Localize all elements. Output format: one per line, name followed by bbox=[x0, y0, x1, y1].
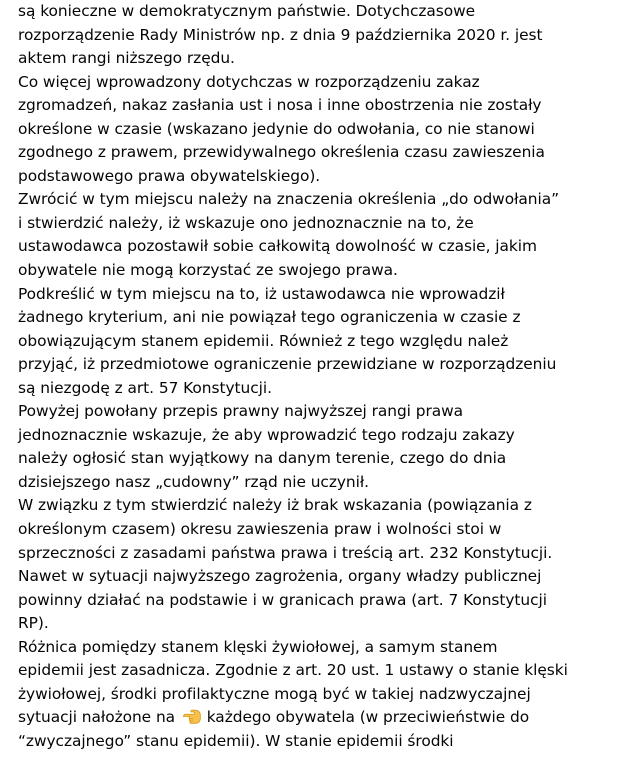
post-line: Różnica pomiędzy stanem klęski żywiołowej, a samym stanem bbox=[18, 637, 498, 656]
post-line-with-emoji bbox=[18, 706, 614, 730]
post-line: rozporządzenie Rady Ministrów np. z dnia 9 października 2020 r. jest bbox=[18, 25, 543, 44]
post-line: epidemii jest zasadnicza. Zgodnie z art. 20 ust. 1 ustawy o stanie klęski bbox=[18, 661, 568, 680]
post-line: należy ogłosić stan wyjątkowy na danym terenie, czego do dnia bbox=[18, 449, 507, 468]
post-line: Co więcej wprowadzony dotychczas w rozporządzeniu zakaz bbox=[18, 72, 480, 91]
post-line: obowiązującym stanem epidemii. Również z tego względu należ bbox=[18, 331, 509, 350]
post-line: “zwyczajnego” stanu epidemii). W stanie epidemii środki bbox=[18, 731, 454, 750]
post-line: żywiołowej, środki profilaktyczne mogą być w takiej nadzwyczajnej bbox=[18, 684, 531, 703]
post-text bbox=[18, 0, 614, 754]
post-line: zgromadzeń, nakaz zasłania ust i nosa i inne obostrzenia nie zostały bbox=[18, 96, 542, 115]
post-line-before-emoji: sytuacji nałożone na bbox=[18, 708, 180, 727]
post-line: RP). bbox=[18, 614, 49, 633]
post-line: sprzeczności z zasadami państwa prawa i treścią art. 232 Konstytucji. bbox=[18, 543, 553, 562]
post-line: Nawet w sytuacji najwyższego zagrożenia, organy władzy publicznej bbox=[18, 567, 542, 586]
post-line-after-emoji: każdego obywatela (w przeciwieństwie do bbox=[201, 708, 530, 727]
post-line: Zwrócić w tym miejscu należy na znaczenia określenia „do odwołania” bbox=[18, 190, 560, 209]
post-line: Powyżej powołany przepis prawny najwyższej rangi prawa bbox=[18, 402, 464, 421]
post-line: są konieczne w demokratycznym państwie. Dotychczasowe bbox=[18, 2, 476, 20]
post-line: żadnego kryterium, ani nie powiązał tego ograniczenia w czasie z bbox=[18, 308, 521, 327]
post-line: obywatele nie mogą korzystać ze swojego prawa. bbox=[18, 261, 398, 280]
post-line: aktem rangi niższego rzędu. bbox=[18, 49, 235, 68]
post-line: Podkreślić w tym miejscu na to, iż ustawodawca nie wprowadził bbox=[18, 284, 505, 303]
post-line: przyjąć, iż przedmiotowe ograniczenie przewidziane w rozporządzeniu bbox=[18, 355, 557, 374]
post-line: określone w czasie (wskazano jedynie do odwołania, co nie stanowi bbox=[18, 119, 535, 138]
post-line: powinny działać na podstawie i w granicach prawa (art. 7 Konstytucji bbox=[18, 590, 547, 609]
post-line: określonym czasem) okresu zawieszenia praw i wolności stoi w bbox=[18, 520, 502, 539]
post-line: i stwierdzić należy, iż wskazuje ono jednoznacznie na to, że bbox=[18, 213, 474, 232]
post-line: jednoznacznie wskazuje, że aby wprowadzić tego rodzaju zakazy bbox=[18, 425, 515, 444]
post-line: są niezgodę z art. 57 Konstytucji. bbox=[18, 378, 272, 397]
post-line: podstawowego prawa obywatelskiego). bbox=[18, 166, 321, 185]
post-line: ustawodawca pozostawił sobie całkowitą dowolność w czasie, jakim bbox=[18, 237, 537, 256]
post-line: zgodnego z prawem, przewidywalnego określenia czasu zawieszenia bbox=[18, 143, 545, 162]
post-line: dzisiejszego nasz „cudowny” rząd nie uczynił. bbox=[18, 472, 370, 491]
pointing-hand-emoji-icon bbox=[182, 706, 202, 726]
post-line: W związku z tym stwierdzić należy iż brak wskazania (powiązania z bbox=[18, 496, 532, 515]
